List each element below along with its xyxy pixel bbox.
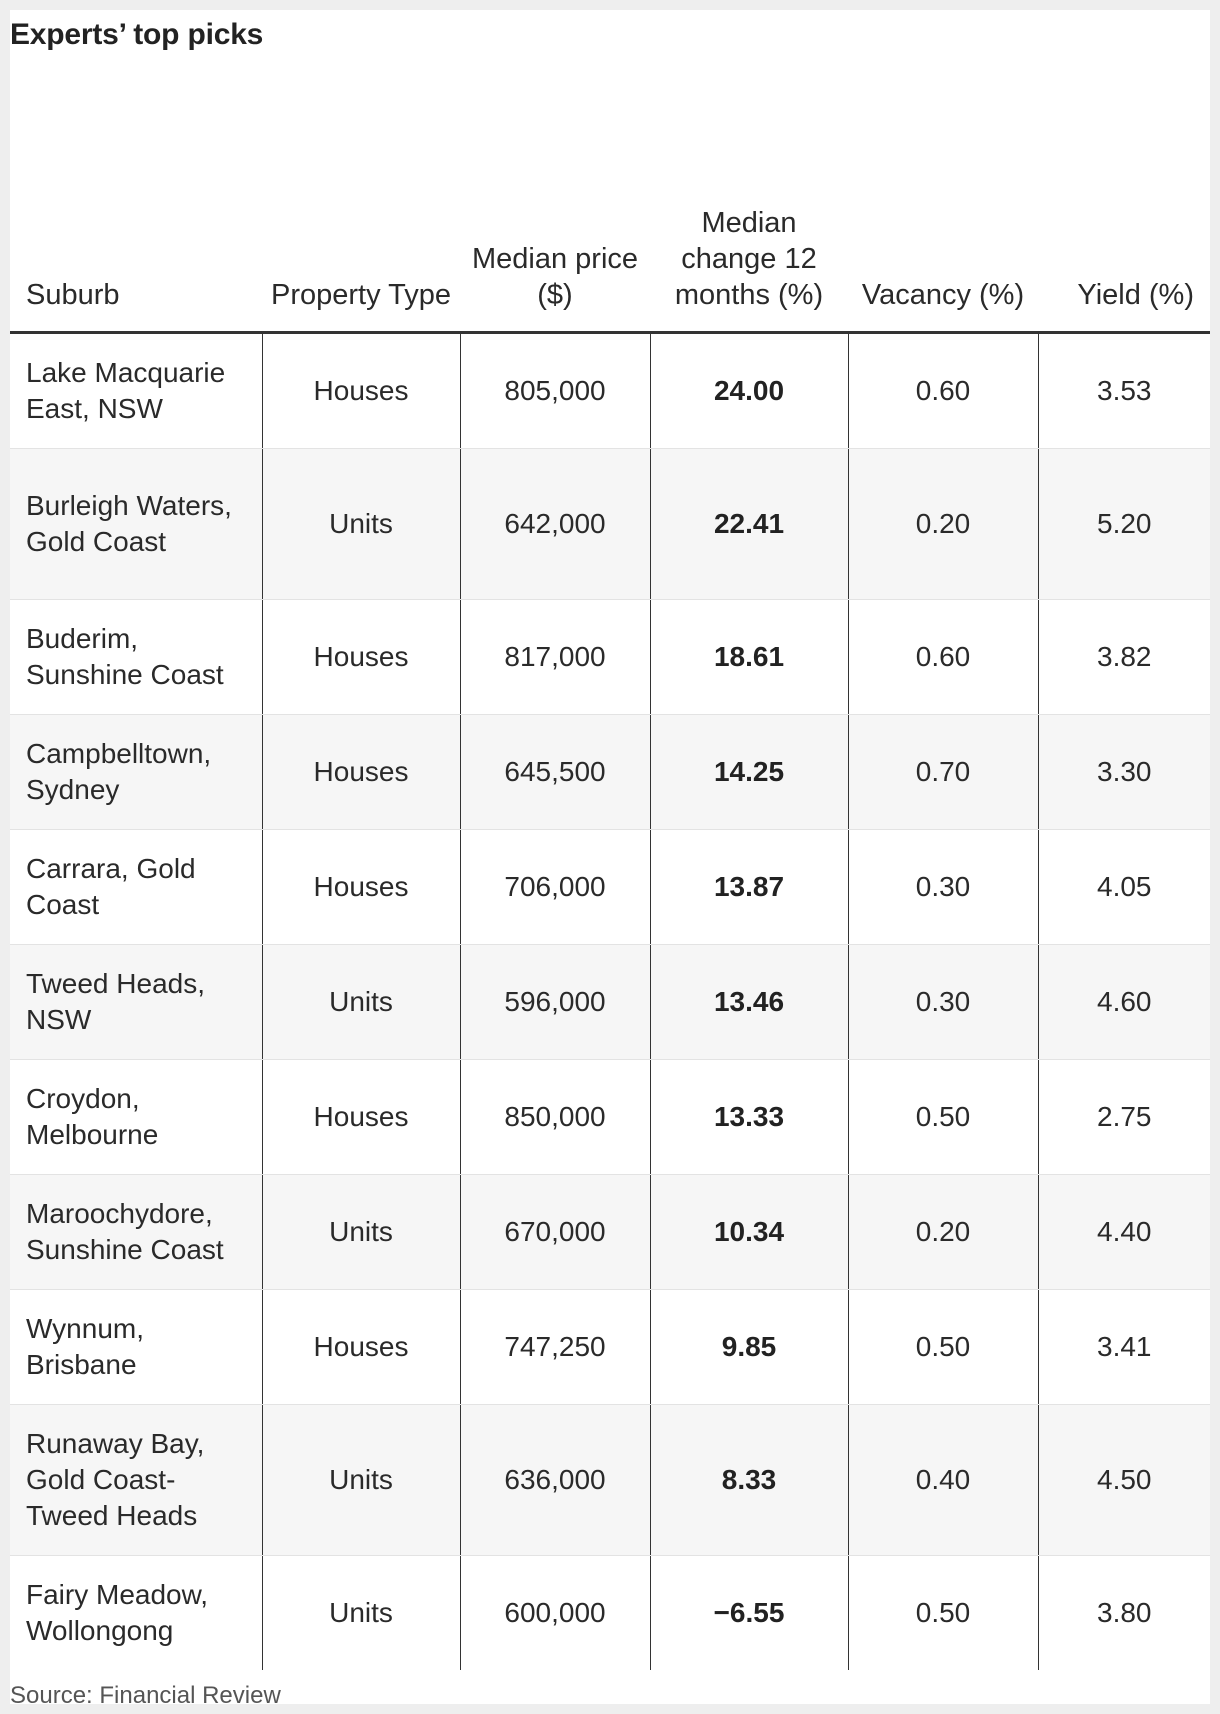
cell-vacancy: 0.30 bbox=[848, 830, 1038, 945]
column-header-vacancy: Vacancy (%) bbox=[848, 108, 1038, 333]
cell-yield: 4.40 bbox=[1038, 1175, 1210, 1290]
table-row bbox=[10, 333, 1210, 449]
cell-vacancy: 0.50 bbox=[848, 1290, 1038, 1405]
table-row bbox=[10, 715, 1210, 830]
cell-median-change: 9.85 bbox=[650, 1290, 848, 1405]
cell-median-change: −6.55 bbox=[650, 1556, 848, 1671]
cell-median-price: 600,000 bbox=[460, 1556, 650, 1671]
cell-suburb: Lake Macquarie East, NSW bbox=[10, 333, 262, 449]
cell-property-type: Houses bbox=[262, 715, 460, 830]
cell-yield: 3.41 bbox=[1038, 1290, 1210, 1405]
cell-median-price: 706,000 bbox=[460, 830, 650, 945]
cell-suburb: Carrara, Gold Coast bbox=[10, 830, 262, 945]
table-row bbox=[10, 830, 1210, 945]
cell-vacancy: 0.70 bbox=[848, 715, 1038, 830]
table-row bbox=[10, 945, 1210, 1060]
cell-yield: 4.60 bbox=[1038, 945, 1210, 1060]
page-title: Experts’ top picks bbox=[10, 18, 264, 51]
table-row bbox=[10, 1060, 1210, 1175]
cell-property-type: Houses bbox=[262, 333, 460, 449]
column-header-median-change: Median change 12 months (%) bbox=[650, 108, 848, 333]
cell-median-change: 22.41 bbox=[650, 449, 848, 600]
cell-median-price: 747,250 bbox=[460, 1290, 650, 1405]
cell-vacancy: 0.30 bbox=[848, 945, 1038, 1060]
table-row bbox=[10, 1175, 1210, 1290]
cell-vacancy: 0.20 bbox=[848, 1175, 1038, 1290]
table-card bbox=[10, 10, 1210, 1709]
cell-median-price: 596,000 bbox=[460, 945, 650, 1060]
cell-median-change: 13.87 bbox=[650, 830, 848, 945]
cell-property-type: Houses bbox=[262, 1060, 460, 1175]
cell-median-price: 636,000 bbox=[460, 1405, 650, 1556]
cell-median-price: 645,500 bbox=[460, 715, 650, 830]
cell-median-change: 24.00 bbox=[650, 333, 848, 449]
cell-median-price: 805,000 bbox=[460, 333, 650, 449]
table-body bbox=[10, 333, 1210, 1671]
cell-suburb: Runaway Bay, Gold Coast-Tweed Heads bbox=[10, 1405, 262, 1556]
header-row bbox=[10, 108, 1210, 333]
cell-vacancy: 0.60 bbox=[848, 333, 1038, 449]
source-note: Source: Financial Review bbox=[10, 1682, 281, 1709]
cell-yield: 5.20 bbox=[1038, 449, 1210, 600]
cell-vacancy: 0.20 bbox=[848, 449, 1038, 600]
cell-median-change: 14.25 bbox=[650, 715, 848, 830]
cell-suburb: Fairy Meadow, Wollongong bbox=[26, 1579, 209, 1646]
data-table bbox=[10, 108, 1210, 1670]
cell-median-price: 817,000 bbox=[460, 600, 650, 715]
cell-median-price: 642,000 bbox=[460, 449, 650, 600]
cell-vacancy: 0.60 bbox=[848, 600, 1038, 715]
cell-yield: 3.30 bbox=[1038, 715, 1210, 830]
table-row bbox=[10, 1405, 1210, 1556]
cell-median-price: 850,000 bbox=[460, 1060, 650, 1175]
cell-property-type: Units bbox=[262, 1405, 460, 1556]
cell-property-type: Houses bbox=[262, 830, 460, 945]
cell-median-change: 13.46 bbox=[650, 945, 848, 1060]
column-header-property-type: Property Type bbox=[262, 108, 460, 333]
cell-suburb: Maroochydore, Sunshine Coast bbox=[10, 1175, 262, 1290]
table-row bbox=[10, 1556, 1210, 1671]
cell-yield: 2.75 bbox=[1038, 1060, 1210, 1175]
cell-property-type: Units bbox=[262, 1556, 460, 1671]
cell-yield: 3.53 bbox=[1038, 333, 1210, 449]
column-header-yield: Yield (%) bbox=[1038, 108, 1210, 333]
table-row bbox=[10, 600, 1210, 715]
cell-property-type: Units bbox=[262, 1175, 460, 1290]
cell-property-type: Houses bbox=[262, 1290, 460, 1405]
cell-property-type: Units bbox=[262, 945, 460, 1060]
cell-median-change: 8.33 bbox=[650, 1405, 848, 1556]
column-header-median-price: Median price ($) bbox=[460, 108, 650, 333]
table-row bbox=[10, 449, 1210, 600]
cell-suburb: Buderim, Sunshine Coast bbox=[10, 600, 262, 715]
cell-median-change: 10.34 bbox=[650, 1175, 848, 1290]
cell-yield: 4.50 bbox=[1038, 1405, 1210, 1556]
cell-property-type: Houses bbox=[262, 600, 460, 715]
cell-median-price: 670,000 bbox=[460, 1175, 650, 1290]
cell-suburb: Wynnum, Brisbane bbox=[10, 1290, 262, 1405]
cell-median-change: 13.33 bbox=[650, 1060, 848, 1175]
cell-suburb: Tweed Heads, NSW bbox=[10, 945, 262, 1060]
column-header-suburb: Suburb bbox=[10, 108, 262, 333]
cell-median-change: 18.61 bbox=[650, 600, 848, 715]
cell-yield: 3.80 bbox=[1038, 1556, 1210, 1671]
cell-yield: 3.82 bbox=[1038, 600, 1210, 715]
cell-vacancy: 0.50 bbox=[848, 1556, 1038, 1671]
cell-vacancy: 0.50 bbox=[848, 1060, 1038, 1175]
cell-suburb: Burleigh Waters, Gold Coast bbox=[10, 449, 262, 600]
cell-property-type: Units bbox=[262, 449, 460, 600]
cell-suburb: Campbelltown, Sydney bbox=[10, 715, 262, 830]
cell-suburb: Croydon, Melbourne bbox=[10, 1060, 262, 1175]
cell-vacancy: 0.40 bbox=[848, 1405, 1038, 1556]
cell-yield: 4.05 bbox=[1038, 830, 1210, 945]
table-row bbox=[10, 1290, 1210, 1405]
